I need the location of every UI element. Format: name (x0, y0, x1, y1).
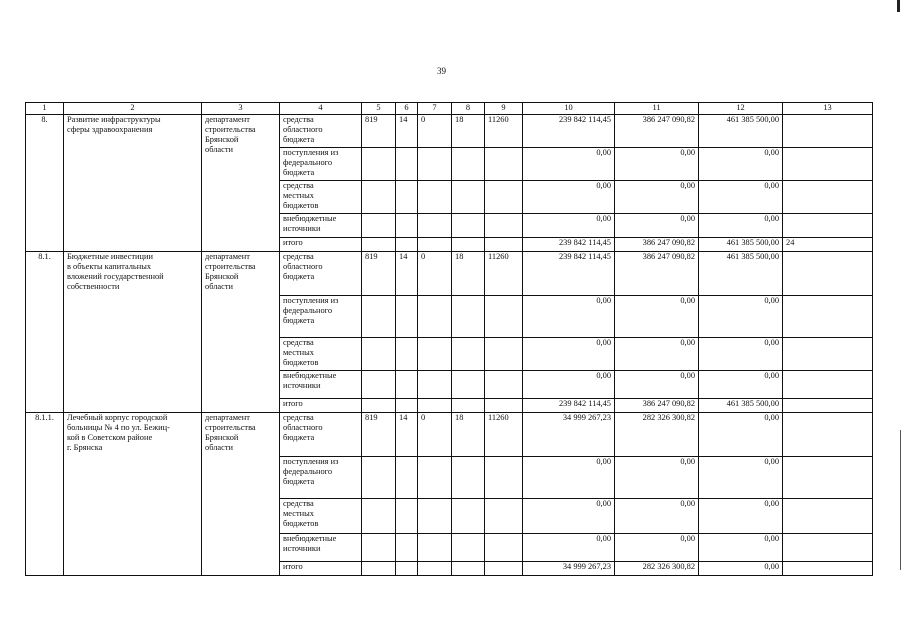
code-cell (452, 238, 485, 252)
column-number-header: 10 (523, 103, 615, 115)
table-row (26, 115, 873, 148)
amount-cell: 34 999 267,23 (523, 413, 615, 457)
code-cell (362, 457, 396, 499)
code-cell (485, 148, 523, 181)
column-number-header: 11 (615, 103, 699, 115)
amount-cell: 239 842 114,45 (523, 252, 615, 296)
code-cell (485, 562, 523, 576)
code-cell (396, 457, 418, 499)
funding-source: средства местных бюджетов (280, 338, 362, 371)
code-cell (362, 562, 396, 576)
item-name: Бюджетные инвестиции в объекты капитальных вложений государственной собственности (64, 252, 202, 413)
note-cell (783, 457, 873, 499)
column-number-row (26, 103, 873, 115)
column-number-header: 3 (202, 103, 280, 115)
note-cell (783, 148, 873, 181)
code-cell: 0 (418, 413, 452, 457)
funding-source: внебюджетные источники (280, 371, 362, 399)
amount-cell: 0,00 (523, 534, 615, 562)
amount-cell: 0,00 (523, 338, 615, 371)
code-cell (452, 499, 485, 534)
code-cell (362, 148, 396, 181)
code-cell: 0 (418, 115, 452, 148)
code-cell (396, 148, 418, 181)
note-cell (783, 534, 873, 562)
code-cell (418, 499, 452, 534)
amount-cell: 282 326 300,82 (615, 413, 699, 457)
code-cell (362, 399, 396, 413)
column-number-header: 6 (396, 103, 418, 115)
amount-cell: 34 999 267,23 (523, 562, 615, 576)
amount-cell: 239 842 114,45 (523, 399, 615, 413)
code-cell (362, 296, 396, 338)
column-number-header: 8 (452, 103, 485, 115)
code-cell (418, 534, 452, 562)
code-cell (418, 399, 452, 413)
funding-source: внебюджетные источники (280, 534, 362, 562)
amount-cell: 461 385 500,00 (699, 238, 783, 252)
code-cell (452, 214, 485, 238)
code-cell (452, 457, 485, 499)
code-cell (418, 338, 452, 371)
code-cell: 18 (452, 413, 485, 457)
code-cell: 819 (362, 413, 396, 457)
code-cell (418, 214, 452, 238)
column-number-header: 7 (418, 103, 452, 115)
amount-cell: 0,00 (699, 296, 783, 338)
funding-source: внебюджетные источники (280, 214, 362, 238)
funding-source: средства областного бюджета (280, 413, 362, 457)
code-cell: 819 (362, 115, 396, 148)
column-number-header: 4 (280, 103, 362, 115)
funding-source: средства местных бюджетов (280, 499, 362, 534)
amount-cell: 386 247 090,82 (615, 399, 699, 413)
code-cell (452, 562, 485, 576)
code-cell (485, 534, 523, 562)
code-cell (452, 534, 485, 562)
item-number: 8.1. (26, 252, 64, 413)
column-number-header: 13 (783, 103, 873, 115)
column-number-header: 9 (485, 103, 523, 115)
code-cell (452, 371, 485, 399)
code-cell (485, 338, 523, 371)
funding-source: поступления из федерального бюджета (280, 148, 362, 181)
amount-cell: 0,00 (523, 148, 615, 181)
code-cell: 14 (396, 252, 418, 296)
scan-edge-line (900, 430, 901, 570)
code-cell: 14 (396, 115, 418, 148)
code-cell (452, 399, 485, 413)
code-cell (396, 499, 418, 534)
funding-source: средства областного бюджета (280, 252, 362, 296)
amount-cell: 0,00 (615, 457, 699, 499)
item-number: 8. (26, 115, 64, 252)
amount-cell: 0,00 (699, 562, 783, 576)
funding-source: поступления из федерального бюджета (280, 457, 362, 499)
code-cell (396, 371, 418, 399)
code-cell (362, 238, 396, 252)
note-cell (783, 413, 873, 457)
code-cell (362, 499, 396, 534)
code-cell: 819 (362, 252, 396, 296)
code-cell: 11260 (485, 252, 523, 296)
code-cell (418, 238, 452, 252)
amount-cell: 0,00 (699, 371, 783, 399)
code-cell (362, 338, 396, 371)
column-number-header: 2 (64, 103, 202, 115)
note-cell (783, 371, 873, 399)
table-row (26, 413, 873, 457)
table-row (26, 252, 873, 296)
funding-source: итого (280, 399, 362, 413)
amount-cell: 0,00 (615, 296, 699, 338)
code-cell (396, 399, 418, 413)
code-cell (362, 534, 396, 562)
item-number: 8.1.1. (26, 413, 64, 576)
amount-cell: 0,00 (699, 457, 783, 499)
code-cell (362, 214, 396, 238)
code-cell (485, 371, 523, 399)
amount-cell: 0,00 (699, 534, 783, 562)
code-cell: 11260 (485, 115, 523, 148)
code-cell (452, 181, 485, 214)
column-number-header: 5 (362, 103, 396, 115)
code-cell (452, 296, 485, 338)
code-cell: 0 (418, 252, 452, 296)
note-cell: 24 (783, 238, 873, 252)
amount-cell: 0,00 (699, 338, 783, 371)
amount-cell: 239 842 114,45 (523, 115, 615, 148)
code-cell (418, 457, 452, 499)
code-cell (396, 562, 418, 576)
code-cell: 14 (396, 413, 418, 457)
amount-cell: 0,00 (523, 499, 615, 534)
amount-cell: 461 385 500,00 (699, 399, 783, 413)
item-department: департамент строительства Брянской области (202, 115, 280, 252)
note-cell (783, 181, 873, 214)
note-cell (783, 252, 873, 296)
code-cell (418, 562, 452, 576)
code-cell (452, 148, 485, 181)
amount-cell: 0,00 (615, 499, 699, 534)
amount-cell: 0,00 (615, 371, 699, 399)
note-cell (783, 296, 873, 338)
amount-cell: 0,00 (699, 181, 783, 214)
column-number-header: 1 (26, 103, 64, 115)
note-cell (783, 562, 873, 576)
amount-cell: 386 247 090,82 (615, 238, 699, 252)
funding-source: поступления из федерального бюджета (280, 296, 362, 338)
amount-cell: 0,00 (523, 371, 615, 399)
code-cell (485, 296, 523, 338)
amount-cell: 0,00 (615, 338, 699, 371)
amount-cell: 461 385 500,00 (699, 252, 783, 296)
code-cell (452, 338, 485, 371)
funding-source: средства местных бюджетов (280, 181, 362, 214)
amount-cell: 0,00 (699, 148, 783, 181)
note-cell (783, 338, 873, 371)
code-cell: 18 (452, 115, 485, 148)
code-cell (396, 534, 418, 562)
amount-cell: 386 247 090,82 (615, 115, 699, 148)
code-cell (485, 214, 523, 238)
amount-cell: 282 326 300,82 (615, 562, 699, 576)
amount-cell: 0,00 (523, 181, 615, 214)
amount-cell: 0,00 (523, 296, 615, 338)
code-cell (396, 296, 418, 338)
code-cell (396, 238, 418, 252)
code-cell (418, 371, 452, 399)
amount-cell: 0,00 (699, 214, 783, 238)
note-cell (783, 499, 873, 534)
code-cell (485, 457, 523, 499)
code-cell (396, 181, 418, 214)
code-cell (418, 181, 452, 214)
amount-cell: 0,00 (699, 499, 783, 534)
page-number: 39 (437, 66, 446, 76)
code-cell (485, 399, 523, 413)
code-cell (485, 181, 523, 214)
note-cell (783, 399, 873, 413)
funding-source: средства областного бюджета (280, 115, 362, 148)
note-cell (783, 214, 873, 238)
item-name: Развитие инфраструктуры сферы здравоохранения (64, 115, 202, 252)
code-cell (362, 371, 396, 399)
amount-cell: 0,00 (523, 457, 615, 499)
funding-source: итого (280, 562, 362, 576)
item-name: Лечебный корпус городской больницы № 4 по ул. Бежиц- кой в Советском районе г. Брянска (64, 413, 202, 576)
code-cell (418, 296, 452, 338)
amount-cell: 239 842 114,45 (523, 238, 615, 252)
amount-cell: 0,00 (699, 413, 783, 457)
code-cell (485, 499, 523, 534)
amount-cell: 461 385 500,00 (699, 115, 783, 148)
code-cell (396, 214, 418, 238)
code-cell (418, 148, 452, 181)
amount-cell: 0,00 (615, 534, 699, 562)
code-cell: 18 (452, 252, 485, 296)
code-cell: 11260 (485, 413, 523, 457)
code-cell (396, 338, 418, 371)
note-cell (783, 115, 873, 148)
funding-source: итого (280, 238, 362, 252)
amount-cell: 386 247 090,82 (615, 252, 699, 296)
amount-cell: 0,00 (615, 214, 699, 238)
column-number-header: 12 (699, 103, 783, 115)
amount-cell: 0,00 (615, 148, 699, 181)
scan-edge-mark (897, 0, 900, 12)
item-department: департамент строительства Брянской области (202, 413, 280, 576)
item-department: департамент строительства Брянской области (202, 252, 280, 413)
code-cell (362, 181, 396, 214)
amount-cell: 0,00 (523, 214, 615, 238)
amount-cell: 0,00 (615, 181, 699, 214)
code-cell (485, 238, 523, 252)
budget-table (25, 102, 873, 576)
